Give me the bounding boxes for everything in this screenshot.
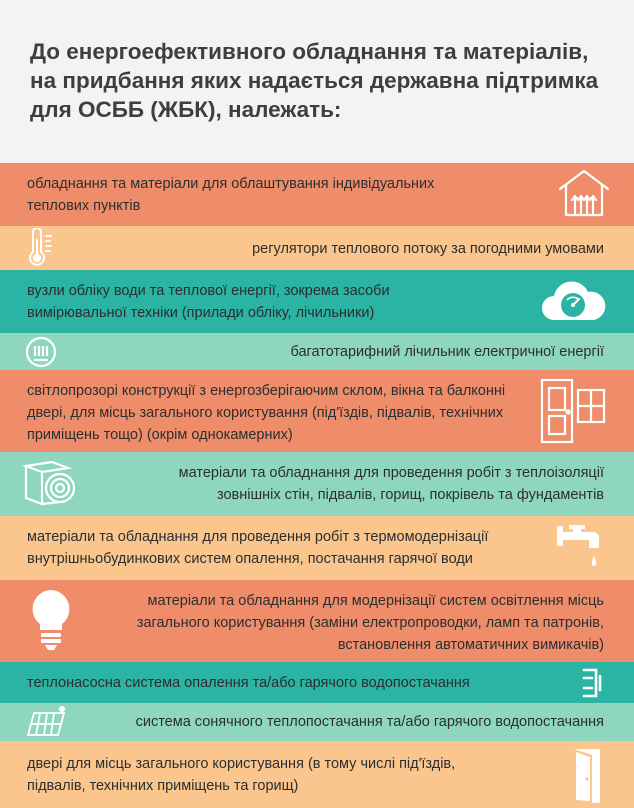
- door-icon: [572, 747, 606, 805]
- item-text: обладнання та матеріали для облаштування індивідуальних теплових пунктів: [27, 176, 435, 214]
- meter-cloud-icon: [540, 276, 606, 326]
- thermometer-icon: [24, 228, 58, 268]
- item-text: світлопрозорі конструкції з енергозберігаючим склом, вікна та балконні двері, для місць загального користування (під'їздів, підвалів, технічних приміщень тощо) (окрім однокамерних): [27, 383, 506, 443]
- electric-meter-icon: [24, 335, 58, 369]
- list-item: [0, 516, 634, 580]
- list-item: [0, 333, 634, 370]
- item-text: матеріали та обладнання для проведення робіт з термомодернізації внутрішньобудинкових систем опалення, постачання гарячої води: [27, 529, 489, 567]
- item-text: матеріали та обладнання для модернізації систем освітлення місць загального користування (заміни електропроводки, ламп та патронів, встановлення автоматичних вимикачів): [136, 593, 604, 653]
- item-text: теплонасосна система опалення та/або гарячого водопостачання: [27, 675, 470, 691]
- page-title: До енергоефективного обладнання та матеріалів, на придбання яких надається державна підтримка для ОСББ (ЖБК), належать:: [30, 39, 599, 122]
- water-tap-icon: [555, 522, 607, 576]
- list-item: [0, 270, 634, 333]
- insulation-roll-icon: [22, 458, 82, 508]
- heat-pump-icon: [582, 666, 604, 700]
- light-bulb-icon: [30, 588, 72, 652]
- list-item: [0, 741, 634, 808]
- list-item: [0, 370, 634, 452]
- item-text: регулятори теплового потоку за погодними умовами: [252, 241, 604, 257]
- item-text: вузли обліку води та теплової енергії, зокрема засоби вимірювальної техніки (прилади обліку, лічильники): [27, 283, 390, 321]
- item-text: багатотарифний лічильник електричної енергії: [290, 344, 604, 360]
- list-item: [0, 452, 634, 516]
- house-heating-icon: [556, 167, 612, 219]
- item-text: система сонячного теплопостачання та/або гарячого водопостачання: [135, 714, 604, 730]
- list-item: [0, 226, 634, 270]
- window-door-icon: [540, 376, 608, 446]
- list-item: [0, 662, 634, 703]
- item-text: двері для місць загального користування (в тому числі під'їздів, підвалів, технічних приміщень та горищ): [27, 756, 456, 794]
- list-item: [0, 703, 634, 741]
- list-item: [0, 163, 634, 226]
- header: [0, 0, 634, 163]
- item-text: матеріали та обладнання для проведення робіт з теплоізоляції зовнішніх стін, підвалів, горищ, покрівель та фундаментів: [178, 465, 604, 503]
- solar-panel-icon: [24, 705, 68, 739]
- list-item: [0, 580, 634, 662]
